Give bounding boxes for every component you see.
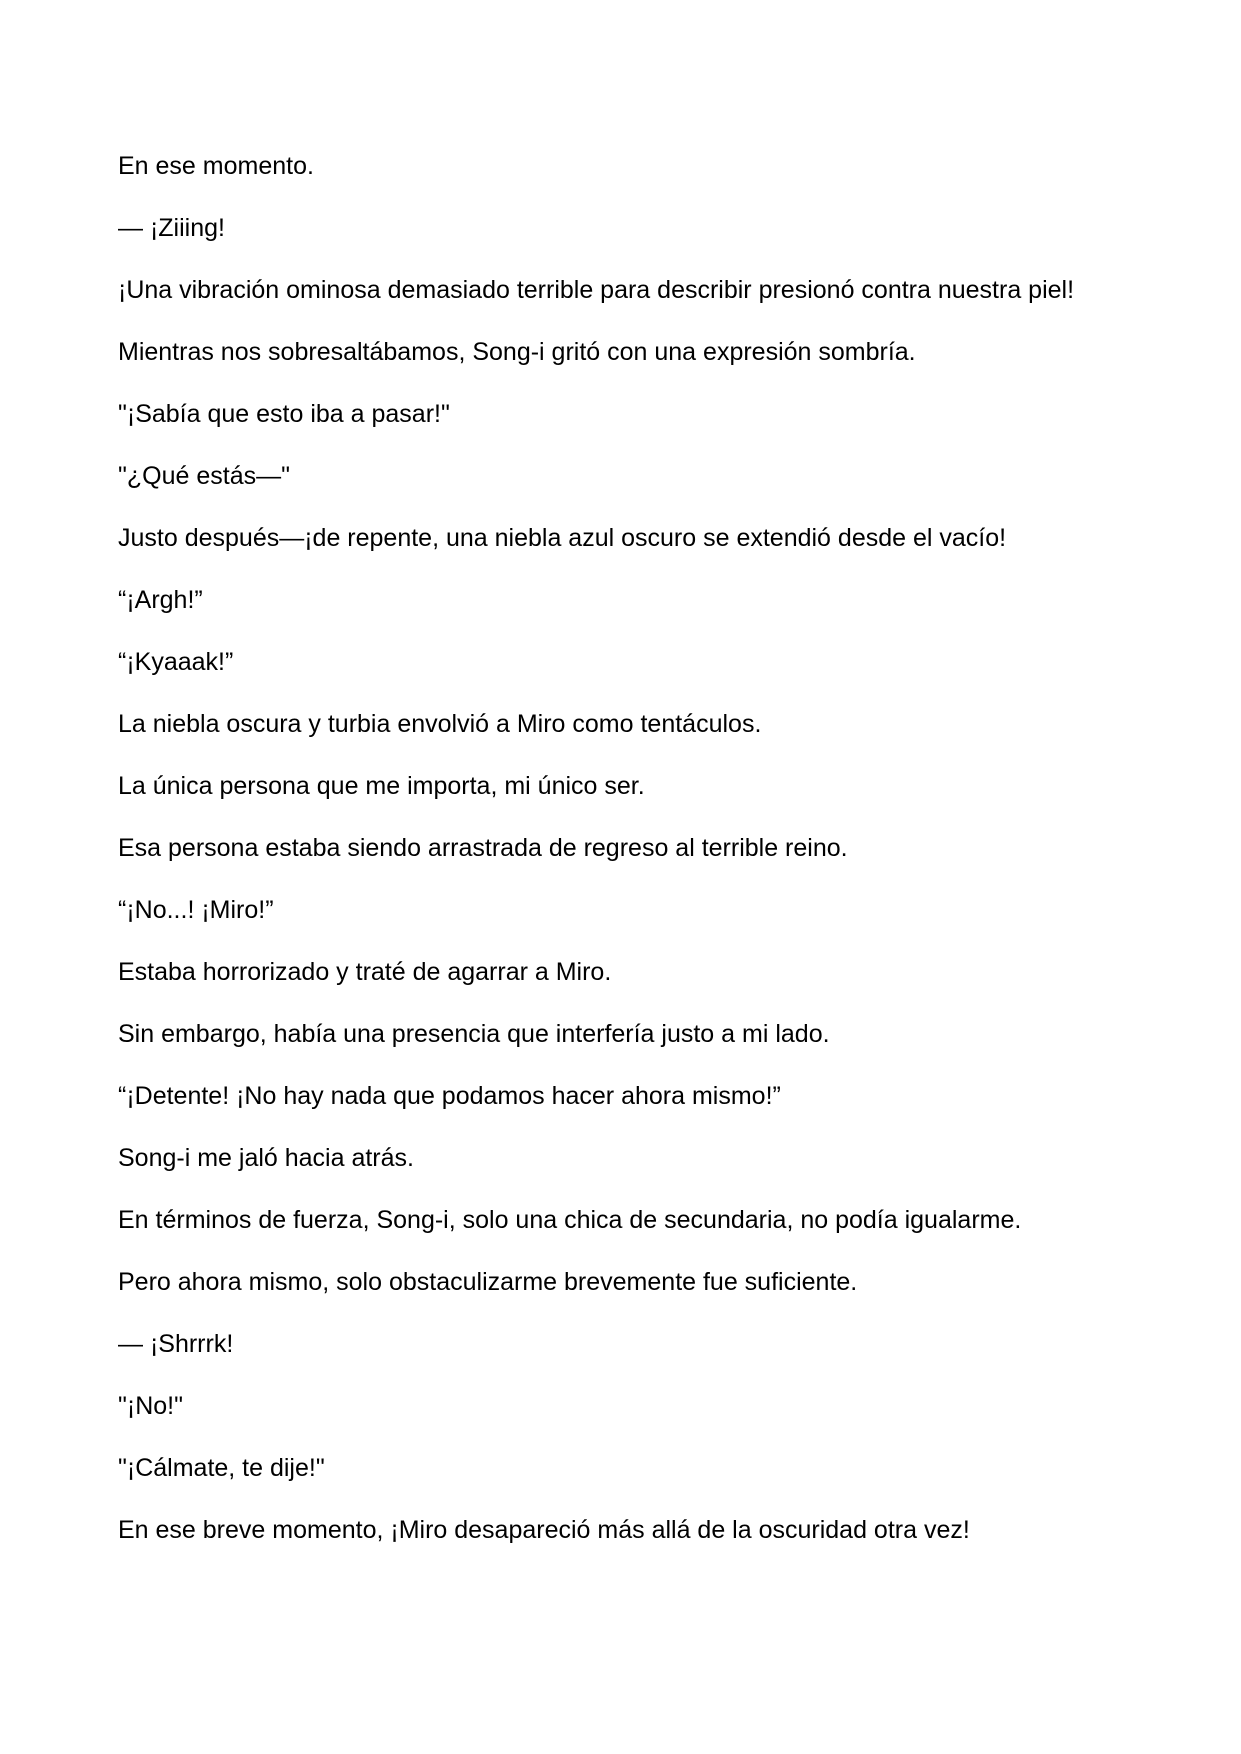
paragraph: ¡Una vibración ominosa demasiado terrible para describir presionó contra nuestra piel! [118, 276, 1075, 304]
paragraph: Mientras nos sobresaltábamos, Song-i gritó con una expresión sombría. [118, 338, 916, 366]
paragraph: En ese breve momento, ¡Miro desapareció más allá de la oscuridad otra vez! [118, 1516, 970, 1544]
paragraph: — ¡Ziiing! [118, 214, 225, 242]
paragraph: La única persona que me importa, mi único ser. [118, 772, 645, 800]
paragraph: "¡Sabía que esto iba a pasar!" [118, 400, 450, 428]
paragraph: “¡No...! ¡Miro!” [118, 896, 274, 924]
paragraph: Esa persona estaba siendo arrastrada de regreso al terrible reino. [118, 834, 848, 862]
paragraph: "¿Qué estás—" [118, 462, 290, 490]
paragraph: Pero ahora mismo, solo obstaculizarme brevemente fue suficiente. [118, 1268, 858, 1296]
paragraph: "¡Cálmate, te dije!" [118, 1454, 325, 1482]
paragraph: “¡Kyaaak!” [118, 648, 234, 676]
paragraph: En ese momento. [118, 152, 314, 180]
paragraph: Song-i me jaló hacia atrás. [118, 1144, 414, 1172]
paragraph: En términos de fuerza, Song-i, solo una chica de secundaria, no podía igualarme. [118, 1206, 1022, 1234]
paragraph: Sin embargo, había una presencia que interfería justo a mi lado. [118, 1020, 830, 1048]
paragraph: La niebla oscura y turbia envolvió a Miro como tentáculos. [118, 710, 762, 738]
paragraph: “¡Argh!” [118, 586, 203, 614]
paragraph: — ¡Shrrrk! [118, 1330, 234, 1358]
document-body [118, 150, 1128, 1576]
paragraph: "¡No!" [118, 1392, 183, 1420]
paragraph: “¡Detente! ¡No hay nada que podamos hacer ahora mismo!” [118, 1082, 781, 1110]
paragraph: Justo después—¡de repente, una niebla azul oscuro se extendió desde el vacío! [118, 524, 1007, 552]
paragraph: Estaba horrorizado y traté de agarrar a Miro. [118, 958, 612, 986]
